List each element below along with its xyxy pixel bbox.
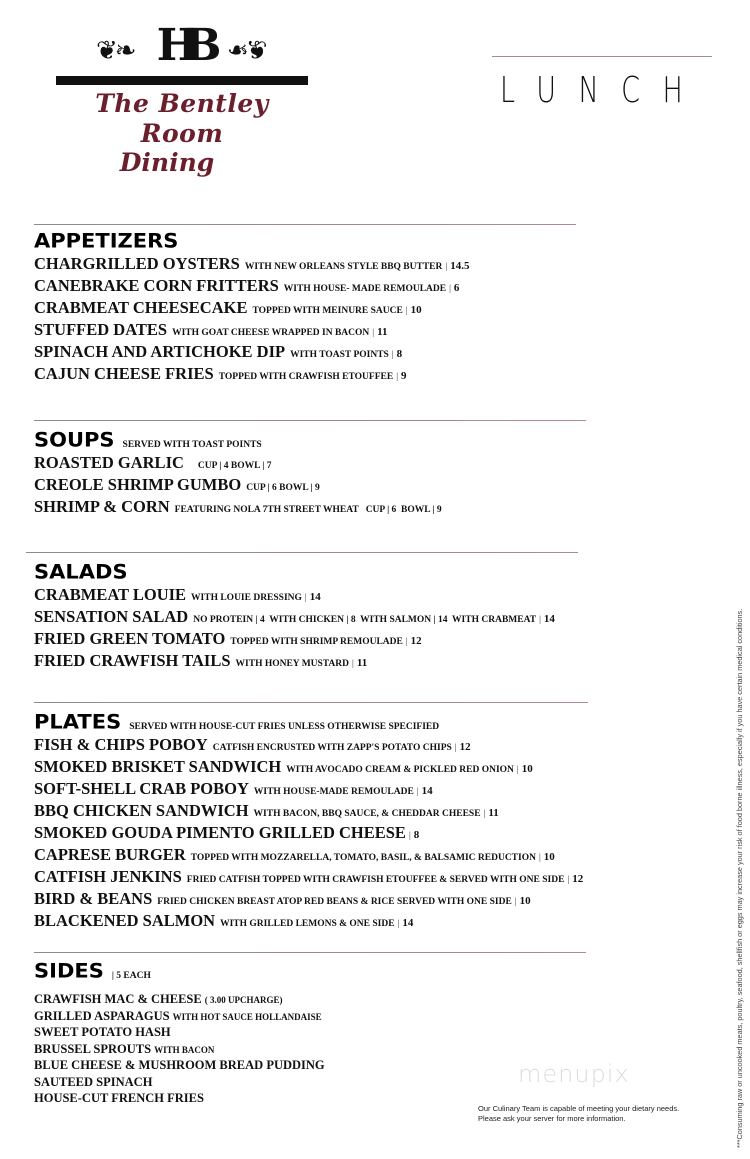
- item-name: BRUSSEL SPROUTS: [34, 1041, 152, 1056]
- item-description: CUP | 6 BOWL | 9: [246, 483, 320, 493]
- item-name: STUFFED DATES: [34, 320, 168, 339]
- section-title: SOUPS: [34, 428, 115, 452]
- item-description: FRIED CHICKEN BREAST ATOP RED BEANS & RICE SERVED WITH ONE SIDE: [157, 897, 512, 907]
- menu-item: [34, 1024, 325, 1041]
- item-name: CAPRESE BURGER: [34, 845, 186, 864]
- dietary-note-line2: Please ask your server for more information.: [478, 1114, 626, 1123]
- restaurant-name-line1: The Bentley Room: [95, 89, 269, 148]
- item-price: 12: [410, 635, 422, 647]
- item-description: CATFISH ENCRUSTED WITH ZAPP'S POTATO CHIPS: [212, 743, 452, 753]
- item-description: FRIED CATFISH TOPPED WITH CRAWFISH ETOUFFEE & SERVED WITH ONE SIDE: [186, 875, 565, 885]
- item-description: WITH NEW ORLEANS STYLE BBQ BUTTER: [244, 262, 443, 272]
- logo-monogram: HB: [156, 20, 208, 71]
- menu-item: [34, 756, 583, 778]
- menu-item: [34, 1008, 325, 1025]
- separator: |: [372, 327, 375, 337]
- menu-item: [34, 734, 583, 756]
- item-name: CRAWFISH MAC & CHEESE: [34, 992, 202, 1006]
- item-description: NO PROTEIN | 4 WITH CHICKEN | 8 WITH SALMON | 14 WITH CRABMEAT: [193, 615, 537, 625]
- section-soups: [34, 428, 442, 518]
- item-price: 11: [377, 326, 388, 338]
- menu-item: [34, 474, 442, 496]
- item-name: SWEET POTATO HASH: [34, 1025, 171, 1039]
- logo-bar-divider: [56, 76, 308, 85]
- item-description: TOPPED WITH MEINURE SAUCE: [252, 306, 403, 316]
- section-title: PLATES: [34, 710, 122, 734]
- dietary-note-line1: Our Culinary Team is capable of meeting your dietary needs.: [478, 1104, 680, 1113]
- item-description: FEATURING NOLA 7TH STREET WHEAT CUP | 6 BOWL | 9: [174, 505, 442, 515]
- restaurant-name-line2: Dining: [119, 148, 215, 177]
- section-sides: [34, 959, 325, 1107]
- menu-item: [34, 363, 469, 385]
- item-name: CATFISH JENKINS: [34, 867, 182, 886]
- restaurant-logo: [56, 22, 308, 177]
- page-title: LUNCH: [500, 70, 706, 111]
- item-description: TOPPED WITH CRAWFISH ETOUFFEE: [218, 372, 394, 382]
- dietary-note: [478, 1104, 679, 1124]
- item-description: WITH HOUSE- MADE REMOULADE: [283, 284, 447, 294]
- item-name: CRABMEAT CHEESECAKE: [34, 298, 248, 317]
- menu-item: [34, 866, 583, 888]
- section-divider: [34, 952, 586, 953]
- menu-item: [34, 1074, 325, 1091]
- section-divider: [26, 552, 578, 553]
- item-name: SOFT-SHELL CRAB POBOY: [34, 779, 249, 798]
- menu-item: [34, 628, 555, 650]
- item-description: TOPPED WITH SHRIMP REMOULADE: [230, 637, 403, 647]
- item-name: BBQ CHICKEN SANDWICH: [34, 801, 249, 820]
- item-name: FRIED GREEN TOMATO: [34, 629, 226, 648]
- item-name: CAJUN CHEESE FRIES: [34, 364, 214, 383]
- separator: |: [483, 808, 486, 818]
- item-name: SMOKED BRISKET SANDWICH: [34, 757, 282, 776]
- item-name: SMOKED GOUDA PIMENTO GRILLED CHEESE: [34, 823, 406, 842]
- separator: |: [538, 852, 541, 862]
- item-price: 14: [421, 785, 433, 797]
- item-description: WITH BACON, BBQ SAUCE, & CHEDDAR CHEESE: [253, 809, 481, 819]
- section-divider: [34, 224, 576, 225]
- item-price: 12: [572, 873, 584, 885]
- separator: |: [445, 261, 448, 271]
- separator: |: [396, 371, 398, 381]
- watermark: menupix: [518, 1060, 630, 1088]
- food-safety-disclaimer: ***Consuming raw or uncooked meats, poultry, seafood, shellfish or eggs may increase your risk of food borne illness, especially if you have certain medical conditions.: [735, 608, 744, 1148]
- menu-item: [34, 253, 469, 275]
- menu-item: [34, 1041, 325, 1058]
- menu-item: [34, 991, 325, 1008]
- menu-item: [34, 496, 442, 518]
- item-price: 10: [410, 304, 422, 316]
- title-divider: [492, 56, 712, 57]
- item-description: WITH GOAT CHEESE WRAPPED IN BACON: [172, 328, 370, 338]
- item-name: SHRIMP & CORN: [34, 497, 170, 516]
- section-note: SERVED WITH TOAST POINTS: [122, 440, 262, 450]
- item-name: BLACKENED SALMON: [34, 911, 216, 930]
- separator: |: [514, 896, 517, 906]
- section-title: SALADS: [34, 560, 128, 584]
- item-name: CHARGRILLED OYSTERS: [34, 254, 240, 273]
- section-note: | 5 EACH: [111, 971, 151, 981]
- menu-item: [34, 584, 555, 606]
- item-price: 10: [543, 851, 555, 863]
- item-name: FRIED CRAWFISH TAILS: [34, 651, 231, 670]
- item-price: 14.5: [450, 260, 470, 272]
- item-price: 9: [401, 370, 407, 382]
- separator: |: [304, 592, 307, 602]
- menu-item: [34, 844, 583, 866]
- section-divider: [34, 702, 588, 703]
- ornament-right-icon: ❦❧: [230, 36, 268, 65]
- separator: |: [405, 305, 408, 315]
- section-appetizers: [34, 229, 469, 385]
- menu-item: [34, 275, 469, 297]
- section-divider: [34, 420, 586, 421]
- item-name: BIRD & BEANS: [34, 889, 153, 908]
- separator: |: [352, 658, 354, 668]
- separator: |: [405, 636, 408, 646]
- separator: |: [416, 786, 419, 796]
- menu-item: [34, 341, 469, 363]
- separator: |: [408, 830, 411, 840]
- menu-item: [34, 297, 469, 319]
- item-price: 11: [488, 807, 499, 819]
- restaurant-name: [56, 89, 308, 177]
- item-name: CRABMEAT LOUIE: [34, 585, 187, 604]
- menu-item: [34, 888, 583, 910]
- section-title: APPETIZERS: [34, 229, 179, 253]
- item-price: 10: [519, 895, 531, 907]
- menu-item: [34, 606, 555, 628]
- item-price: 10: [521, 763, 533, 775]
- ornament-left-icon: ❦❧: [96, 36, 134, 65]
- item-description: WITH HONEY MUSTARD: [235, 659, 350, 669]
- item-description: WITH AVOCADO CREAM & PICKLED RED ONION: [286, 765, 514, 775]
- menu-item: [34, 319, 469, 341]
- separator: |: [397, 918, 400, 928]
- menu-item: [34, 452, 442, 474]
- item-description: WITH HOUSE-MADE REMOULADE: [253, 787, 414, 797]
- item-price: 14: [309, 591, 321, 603]
- item-price: 11: [356, 657, 368, 669]
- item-description: WITH LOUIE DRESSING: [191, 593, 302, 603]
- item-price: 8: [413, 829, 420, 841]
- item-name: CREOLE SHRIMP GUMBO: [34, 475, 242, 494]
- item-name: GRILLED ASPARAGUS: [34, 1008, 170, 1023]
- section-note: SERVED WITH HOUSE-CUT FRIES UNLESS OTHERWISE SPECIFIED: [129, 722, 440, 732]
- item-name: CANEBRAKE CORN FRITTERS: [34, 276, 279, 295]
- item-name: BLUE CHEESE & MUSHROOM BREAD PUDDING: [34, 1058, 325, 1072]
- menu-item: [34, 910, 583, 932]
- item-name: SPINACH AND ARTICHOKE DIP: [34, 342, 286, 361]
- item-price: 14: [543, 613, 555, 625]
- separator: |: [539, 614, 541, 624]
- separator: |: [454, 742, 457, 752]
- item-description: WITH BACON: [154, 1044, 215, 1055]
- section-salads: [34, 560, 555, 672]
- item-description: WITH TOAST POINTS: [290, 350, 389, 360]
- item-description: WITH HOT SAUCE HOLLANDAISE: [172, 1011, 322, 1022]
- item-name: SAUTEED SPINACH: [34, 1074, 153, 1089]
- item-name: ROASTED GARLIC: [34, 453, 184, 472]
- menu-item: [34, 650, 555, 672]
- item-price: 12: [459, 741, 471, 753]
- section-title: SIDES: [34, 959, 104, 983]
- menu-item: [34, 800, 583, 822]
- item-description: CUP | 4 BOWL | 7: [197, 461, 272, 471]
- item-description: ( 3.00 UPCHARGE): [204, 995, 283, 1005]
- separator: |: [567, 874, 570, 884]
- menu-item: [34, 778, 583, 800]
- item-price: 6: [453, 282, 460, 294]
- item-price: 8: [396, 348, 403, 360]
- separator: |: [516, 764, 519, 774]
- menu-item: [34, 822, 583, 844]
- item-name: HOUSE-CUT FRENCH FRIES: [34, 1091, 204, 1105]
- separator: |: [449, 283, 451, 293]
- item-price: 14: [402, 917, 414, 929]
- separator: |: [391, 349, 394, 359]
- item-name: SENSATION SALAD: [34, 607, 189, 626]
- menu-item: [34, 1090, 325, 1107]
- item-description: TOPPED WITH MOZZARELLA, TOMATO, BASIL, & BALSAMIC REDUCTION: [190, 853, 536, 863]
- menu-item: [34, 1057, 325, 1074]
- item-name: FISH & CHIPS POBOY: [34, 735, 208, 754]
- section-plates: [34, 710, 583, 932]
- item-description: WITH GRILLED LEMONS & ONE SIDE: [220, 919, 395, 929]
